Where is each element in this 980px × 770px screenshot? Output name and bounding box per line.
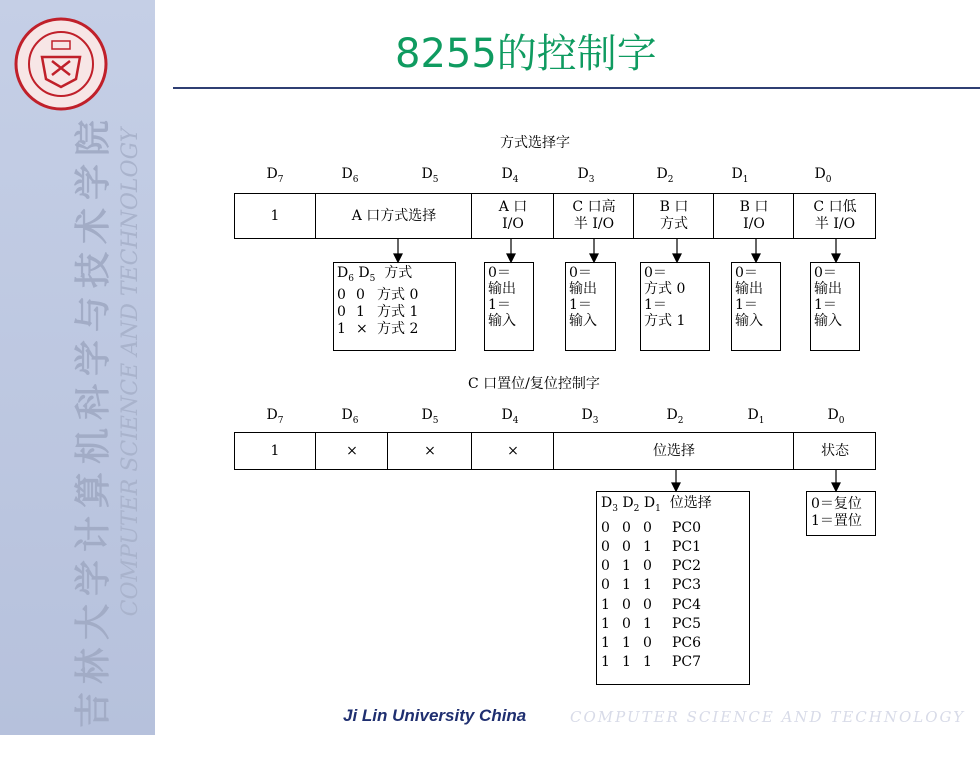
mode-cell-d2: B 口 方式 <box>633 194 714 238</box>
bit-select-table <box>596 491 750 685</box>
mode-bit-d7: $D_7$ <box>266 166 284 185</box>
table-row: 0 1 方式 1 <box>337 303 419 320</box>
pc-cell-d5: × <box>387 433 472 469</box>
table-row: 1 0 0 PC4 <box>601 596 702 613</box>
mode-bit-d4: $D_4$ <box>501 166 519 185</box>
arrow-d3 <box>590 254 598 262</box>
table-row: 0 0 1 PC1 <box>601 539 702 555</box>
pc-cell-d7: 1 <box>270 442 280 459</box>
table-row: 1 0 1 PC5 <box>601 615 702 632</box>
mode-cell-a-mode: A 口方式选择 <box>315 194 472 238</box>
d3-desc: 0＝ 输出 1＝ 输入 <box>565 262 616 351</box>
mode-cell-d1: B 口 I/O <box>713 194 794 238</box>
d1-desc: 0＝ 输出 1＝ 输入 <box>731 262 781 351</box>
footer-university: Ji Lin University China <box>343 706 527 725</box>
bit-select-table-header: $D_3$ $D_2$ $D_1$ 位选择 <box>601 495 712 514</box>
pc-bit-d1: $D_1$ <box>747 407 765 426</box>
footer-department: COMPUTER SCIENCE AND TECHNOLOGY <box>570 708 966 726</box>
arrow-d0 <box>832 254 840 262</box>
arrow-d4 <box>507 254 515 262</box>
pc-cell-state: 状态 <box>793 433 876 469</box>
table-row: 1 1 0 PC6 <box>601 635 702 652</box>
table-row: 0 0 方式 0 <box>337 286 419 303</box>
a-mode-table <box>333 262 456 351</box>
mode-cell-d7: 1 <box>270 207 280 224</box>
page-title: 8255的控制字 <box>395 31 657 77</box>
pc-bit-d0: $D_0$ <box>827 407 845 426</box>
mode-word-caption: 方式选择字 <box>500 135 570 151</box>
table-row: 1 × 方式 2 <box>337 320 419 337</box>
d4-desc: 0＝ 输出 1＝ 输入 <box>484 262 534 351</box>
pc-cell-bit-select: 位选择 <box>553 433 794 469</box>
table-row: 0 1 1 PC3 <box>601 577 702 594</box>
table-row: 0 0 0 PC0 <box>601 519 702 536</box>
d0-desc: 0＝ 输出 1＝ 输入 <box>810 262 860 351</box>
arrow-d1 <box>752 254 760 262</box>
pc-bit-d2: $D_2$ <box>666 407 684 426</box>
mode-bit-d1: $D_1$ <box>731 166 749 185</box>
arrow-a-mode <box>394 254 402 262</box>
mode-bit-d3: $D_3$ <box>577 166 595 185</box>
mode-bit-d5: $D_5$ <box>421 166 439 185</box>
mode-cell-d3: C 口高 半 I/O <box>553 194 634 238</box>
arrow-d2 <box>673 254 681 262</box>
table-row: 1 1 1 PC7 <box>601 654 702 671</box>
state-desc: 0＝复位 1＝置位 <box>806 491 876 536</box>
pc-cell-d6: × <box>315 433 388 469</box>
pc-bit-d7: $D_7$ <box>266 407 284 426</box>
bit-select-table-rows <box>601 519 704 673</box>
sidebar-vertical-chinese: 吉林大学计算机科学与技术学院 <box>73 112 114 729</box>
pc-word-register <box>234 432 876 470</box>
pc-bit-d3: $D_3$ <box>581 407 599 426</box>
a-mode-table-header: $D_6$ $D_5$ 方式 <box>337 265 413 284</box>
a-mode-table-rows <box>337 287 421 338</box>
arrow-bit-select <box>672 483 680 491</box>
mode-bit-d0: $D_0$ <box>814 166 832 185</box>
table-row: 0 1 0 PC2 <box>601 558 702 575</box>
sidebar-vertical-english: COMPUTER SCIENCE AND TECHNOLOGY <box>118 127 143 617</box>
pc-bit-d6: $D_6$ <box>341 407 359 426</box>
arrow-state <box>832 483 840 491</box>
mode-bit-d2: $D_2$ <box>656 166 674 185</box>
mode-cell-d0: C 口低 半 I/O <box>793 194 876 238</box>
pc-cell-d4: × <box>471 433 554 469</box>
pc-bit-d4: $D_4$ <box>501 407 519 426</box>
mode-bit-d6: $D_6$ <box>341 166 359 185</box>
mode-cell-d4: A 口 I/O <box>471 194 554 238</box>
pc-bit-d5: $D_5$ <box>421 407 439 426</box>
pc-word-caption: C 口置位/复位控制字 <box>468 376 600 392</box>
d2-desc: 0＝ 方式 0 1＝ 方式 1 <box>640 262 710 351</box>
